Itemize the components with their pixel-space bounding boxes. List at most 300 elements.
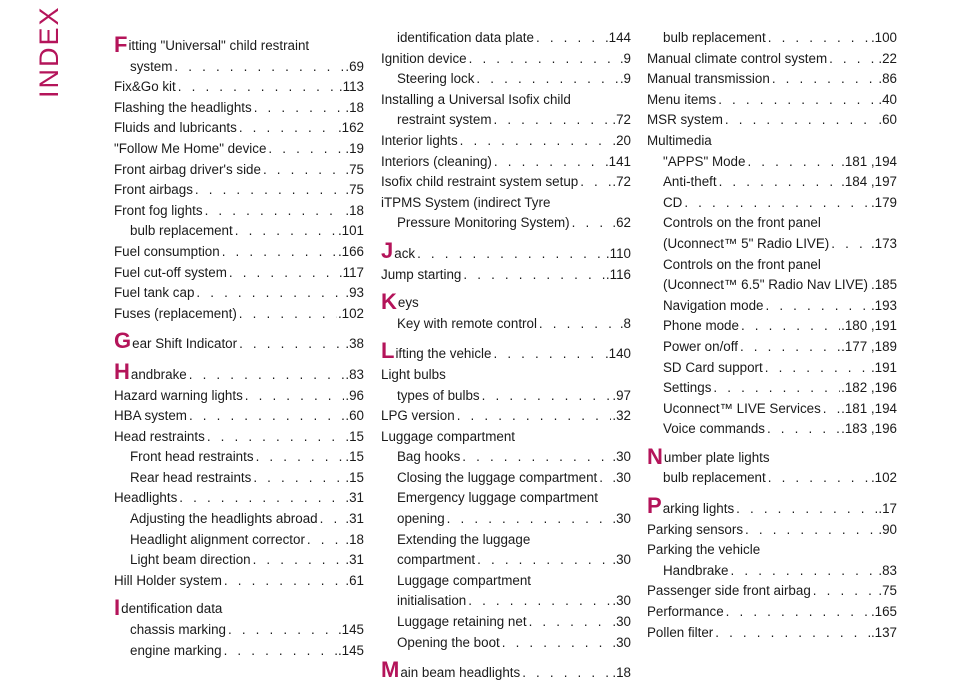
page-number: .30 [612, 593, 631, 609]
term-text: Interiors (cleaning) [381, 153, 492, 169]
index-entry [114, 98, 364, 119]
index-term [381, 90, 631, 111]
index-subterm [114, 509, 364, 530]
index-entry [114, 263, 364, 284]
index-entry [381, 659, 631, 684]
page-number: .30 [612, 449, 631, 465]
index-term [114, 406, 364, 427]
index-entry [114, 77, 364, 98]
term-text: Rear head restraints [130, 469, 252, 485]
page-number: .102 [337, 305, 364, 321]
term-text: Fuel consumption [114, 243, 220, 259]
index-entry [381, 131, 631, 152]
page-number: .30 [612, 634, 631, 650]
page-number: .15 [345, 469, 364, 485]
index-term [647, 520, 897, 541]
index-initial-letter: L [381, 338, 395, 364]
term-text: Headlight alignment corrector [130, 531, 305, 547]
dot-leader [253, 550, 345, 571]
term-text: LPG version [381, 408, 455, 424]
index-subterm [381, 69, 631, 90]
term-text: Light beam direction [130, 552, 251, 568]
page-number: .101 [337, 223, 364, 239]
index-entry [114, 571, 364, 592]
dot-leader [731, 561, 878, 582]
dot-leader [189, 406, 344, 427]
term-text: andbrake [130, 366, 187, 382]
term-text: engine marking [130, 642, 222, 658]
index-subterm [114, 221, 364, 242]
term-text: Opening the boot [397, 634, 500, 650]
page-number: .181 ,194 [841, 153, 897, 169]
dot-leader [482, 386, 612, 407]
index-subterm [114, 447, 364, 468]
page-number: .137 [870, 624, 897, 640]
index-term [114, 263, 364, 284]
index-subterm [647, 296, 897, 317]
term-text: ain beam headlights [400, 665, 521, 681]
dot-leader [256, 447, 345, 468]
page-number: .141 [604, 153, 631, 169]
dot-leader [529, 612, 612, 633]
dot-leader [829, 49, 877, 70]
index-subterm [647, 255, 897, 276]
index-term [114, 98, 364, 119]
dot-leader [447, 509, 612, 530]
index-entry [381, 291, 631, 334]
index-subterm [647, 152, 897, 173]
page-number: .182 ,196 [841, 380, 897, 396]
dot-leader [468, 591, 611, 612]
index-term [381, 28, 631, 49]
index-entry [381, 28, 631, 49]
page-number: .86 [878, 71, 897, 87]
term-text: Phone mode [663, 318, 739, 334]
term-text: bulb replacement [663, 30, 766, 45]
index-term [381, 340, 631, 365]
index-subterm [381, 591, 631, 612]
term-text: Pressure Monitoring System) [397, 215, 570, 231]
index-entry [381, 406, 631, 427]
index-entry [114, 118, 364, 139]
term-text: (Uconnect™ 6.5" Radio Nav LIVE) [663, 277, 868, 293]
term-text: restraint system [397, 112, 492, 128]
dot-leader [460, 131, 612, 152]
index-term [114, 427, 364, 448]
index-term [114, 77, 364, 98]
dot-leader [502, 633, 612, 654]
page-number: .18 [612, 665, 631, 681]
page-number: .30 [612, 469, 631, 485]
page-number: .100 [870, 30, 897, 45]
term-text: Bag hooks [397, 449, 461, 465]
index-term [381, 291, 631, 314]
term-text: (Uconnect™ 5" Radio LIVE) [663, 235, 830, 251]
index-entry [114, 597, 364, 661]
dot-leader [725, 110, 877, 131]
index-subterm [647, 419, 897, 440]
index-entry [114, 180, 364, 201]
index-term [647, 495, 897, 520]
dot-leader [463, 265, 605, 286]
index-term [381, 131, 631, 152]
index-entry [114, 358, 364, 386]
dot-leader [580, 172, 611, 193]
dot-leader [715, 623, 870, 644]
index-term [114, 488, 364, 509]
term-text: Ignition device [381, 50, 467, 66]
dot-leader [222, 242, 337, 263]
index-entry [114, 330, 364, 355]
term-text: Steering lock [397, 71, 475, 87]
page-number: .31 [345, 490, 364, 506]
index-entry [647, 623, 897, 644]
term-text: Anti-theft [663, 174, 717, 190]
dot-leader [179, 488, 344, 509]
term-text: Fluids and lubricants [114, 120, 237, 136]
term-text: itting "Universal" child restraint [128, 38, 310, 53]
index-term [647, 90, 897, 111]
dot-leader [228, 620, 337, 641]
term-text: Manual transmission [647, 71, 770, 87]
index-entry [647, 602, 897, 623]
dot-leader [522, 663, 611, 684]
term-text: Luggage retaining net [397, 614, 527, 630]
page-number: .180 ,191 [841, 318, 897, 334]
page-number: .75 [878, 583, 897, 599]
dot-leader [268, 139, 344, 160]
index-entry [114, 283, 364, 304]
dot-leader [207, 427, 345, 448]
index-subterm [647, 337, 897, 358]
dot-leader [823, 399, 840, 420]
page-number: .60 [878, 112, 897, 128]
page-number: .145 [337, 642, 364, 658]
dot-leader [740, 337, 840, 358]
term-text: Luggage compartment [397, 572, 531, 588]
index-entry [647, 131, 897, 440]
index-entry [647, 110, 897, 131]
term-text: Light bulbs [381, 366, 446, 382]
term-text: compartment [397, 552, 476, 568]
index-term [114, 571, 364, 592]
page-number: .31 [345, 511, 364, 527]
page-number: .30 [612, 614, 631, 630]
term-text: Extending the luggage [397, 531, 531, 547]
dot-leader [536, 28, 604, 49]
term-text: Emergency luggage compartment [397, 490, 598, 506]
dot-leader [726, 602, 870, 623]
dot-leader [741, 316, 840, 337]
index-term [647, 623, 897, 644]
dot-leader [205, 201, 345, 222]
index-term [114, 180, 364, 201]
page-number: .69 [345, 58, 364, 74]
page-number: .96 [345, 387, 364, 403]
page-number: .31 [345, 552, 364, 568]
term-text: iTPMS System (indirect Tyre [381, 194, 551, 210]
page-number: .30 [612, 511, 631, 527]
index-subterm [114, 530, 364, 551]
term-text: Power on/off [663, 338, 738, 354]
dot-leader [417, 244, 605, 265]
page-number: .177 ,189 [841, 338, 897, 354]
dot-leader [539, 314, 619, 335]
index-entry [114, 386, 364, 407]
page-number: .110 [605, 245, 631, 261]
index-term [114, 34, 364, 57]
dot-leader [320, 509, 345, 530]
term-text: "Follow Me Home" device [114, 140, 267, 156]
term-text: Handbrake [663, 562, 729, 578]
page-number: .8 [619, 315, 631, 331]
dot-leader [831, 234, 870, 255]
dot-leader [813, 581, 878, 602]
index-entry [647, 540, 897, 581]
index-entry [647, 49, 897, 70]
index-term [381, 172, 631, 193]
term-text: Voice commands [663, 421, 765, 437]
dot-leader [457, 406, 612, 427]
page-number: .9 [619, 71, 631, 87]
index-entry [381, 265, 631, 286]
index-subterm [114, 550, 364, 571]
index-term [114, 283, 364, 304]
index-subterm [647, 275, 897, 296]
dot-leader [224, 571, 344, 592]
page-number: .162 [337, 120, 364, 136]
index-subterm [647, 193, 897, 214]
index-subterm [114, 620, 364, 641]
index-entry [114, 488, 364, 570]
index-term [114, 597, 364, 620]
term-text: Pollen filter [647, 624, 714, 640]
index-entry [114, 34, 364, 77]
term-text: Front head restraints [130, 449, 254, 465]
index-subterm [647, 561, 897, 582]
page-number: .17 [878, 501, 897, 517]
dot-leader [765, 358, 870, 379]
index-column-1 [114, 28, 364, 661]
term-text: Front fog lights [114, 202, 203, 218]
page-number: .93 [345, 285, 364, 301]
term-text: Parking sensors [647, 521, 744, 537]
dot-leader [768, 468, 870, 489]
index-subterm [647, 378, 897, 399]
term-text: Installing a Universal Isofix child [381, 91, 571, 107]
page-number: .18 [345, 531, 364, 547]
index-subterm [381, 213, 631, 234]
dot-leader [766, 296, 870, 317]
term-text: Headlights [114, 490, 178, 506]
page-number: .75 [345, 161, 364, 177]
index-subterm [381, 386, 631, 407]
page-number: .15 [345, 428, 364, 444]
index-subterm [381, 612, 631, 633]
page-number: .102 [870, 470, 897, 486]
index-term [381, 659, 631, 684]
page-number: .179 [870, 194, 897, 210]
term-text: chassis marking [130, 622, 226, 638]
dot-leader [719, 172, 841, 193]
dot-leader [196, 283, 344, 304]
page-number: .117 [338, 264, 364, 280]
term-text: Hill Holder system [114, 572, 222, 588]
page-number: .61 [345, 572, 364, 588]
index-subterm [381, 530, 631, 551]
dot-leader [224, 641, 337, 662]
term-text: system [130, 58, 173, 74]
index-term [381, 365, 631, 386]
index-initial-letter: P [647, 493, 662, 519]
page-number: .83 [878, 562, 897, 578]
page-number: .83 [345, 366, 364, 382]
page-number: .185 [870, 277, 898, 293]
index-term [647, 49, 897, 70]
index-term [647, 28, 897, 49]
index-subterm [114, 468, 364, 489]
term-text: Manual climate control system [647, 50, 828, 66]
term-text: Passenger side front airbag [647, 583, 811, 599]
term-text: Hazard warning lights [114, 387, 243, 403]
dot-leader [477, 550, 611, 571]
index-entry [114, 139, 364, 160]
index-term [114, 242, 364, 263]
term-text: identification data plate [397, 30, 534, 45]
index-term [381, 49, 631, 70]
term-text: umber plate lights [663, 449, 770, 465]
dot-leader [174, 57, 344, 78]
term-text: "APPS" Mode [663, 153, 746, 169]
index-term [114, 358, 364, 386]
page-number: .140 [604, 346, 631, 362]
dot-leader [493, 344, 603, 365]
page-number: .18 [345, 202, 364, 218]
term-text: Interior lights [381, 132, 458, 148]
page-number: .18 [345, 99, 364, 115]
dot-leader [239, 118, 337, 139]
index-initial-letter: K [381, 289, 397, 315]
index-initial-letter: F [114, 32, 128, 57]
index-entry [114, 201, 364, 242]
page-number: .9 [619, 50, 631, 66]
index-term [647, 443, 897, 469]
page-number: .72 [612, 174, 631, 190]
term-text: Closing the luggage compartment [397, 469, 598, 485]
term-text: eys [397, 295, 419, 311]
term-text: HBA system [114, 408, 187, 424]
index-initial-letter: H [114, 358, 130, 384]
index-entry [114, 406, 364, 427]
term-text: MSR system [647, 112, 723, 128]
term-text: SD Card support [663, 359, 763, 375]
index-subterm [647, 468, 897, 489]
index-initial-letter: N [647, 443, 663, 469]
term-text: Navigation mode [663, 297, 764, 313]
term-text: Menu items [647, 91, 717, 107]
index-initial-letter: G [114, 328, 132, 354]
term-text: Isofix child restraint system setup [381, 174, 579, 190]
index-entry [381, 193, 631, 234]
index-entry [381, 340, 631, 365]
page-number: .60 [345, 408, 364, 424]
page-number: .62 [612, 215, 631, 231]
index-term [647, 131, 897, 152]
index-subterm [647, 399, 897, 420]
term-text: ack [394, 245, 416, 261]
dot-leader [307, 530, 344, 551]
dot-leader [189, 365, 345, 386]
index-entry [647, 443, 897, 489]
term-text: Fuses (replacement) [114, 305, 237, 321]
index-column-3 [647, 28, 897, 643]
index-entry [647, 520, 897, 541]
index-term [381, 427, 631, 448]
term-text: initialisation [397, 593, 467, 609]
index-term [381, 237, 631, 265]
index-entry [381, 427, 631, 654]
page-number: .19 [345, 140, 364, 156]
term-text: Flashing the headlights [114, 99, 252, 115]
dot-leader [599, 468, 611, 489]
index-column-2 [381, 28, 631, 684]
index-entry [114, 304, 364, 325]
dot-leader [229, 263, 338, 284]
dot-leader [239, 334, 344, 355]
term-text: bulb replacement [663, 470, 766, 486]
index-term [114, 160, 364, 181]
dot-leader [195, 180, 344, 201]
dot-leader [768, 28, 870, 49]
term-text: Jump starting [381, 266, 462, 282]
page-number: .173 [870, 235, 897, 251]
term-text: Performance [647, 604, 724, 620]
page-number: .181 ,194 [841, 400, 897, 416]
index-term [647, 110, 897, 131]
index-entry [647, 581, 897, 602]
index-entry [114, 242, 364, 263]
term-text: Controls on the front panel [663, 215, 821, 231]
term-text: bulb replacement [130, 223, 233, 239]
dot-leader [239, 304, 337, 325]
index-subterm [647, 213, 897, 234]
term-text: Head restraints [114, 428, 205, 444]
index-term [381, 152, 631, 173]
term-text: Key with remote control [397, 315, 537, 331]
page-number: .22 [878, 50, 897, 66]
index-entry [114, 427, 364, 489]
index-entry [647, 90, 897, 111]
index-subterm [381, 488, 631, 509]
index-initial-letter: J [381, 237, 394, 263]
term-text: Fuel cut-off system [114, 264, 227, 280]
index-subterm [381, 447, 631, 468]
index-entry [647, 495, 897, 520]
index-entry [647, 28, 897, 49]
term-text: Fuel tank cap [114, 285, 195, 301]
index-subterm [381, 468, 631, 489]
dot-leader [494, 152, 604, 173]
index-subterm [381, 110, 631, 131]
index-entry [381, 237, 631, 265]
dot-leader [747, 152, 840, 173]
index-term [647, 69, 897, 90]
page-number: .145 [337, 622, 364, 638]
page-number: .30 [612, 552, 631, 568]
index-subterm [381, 633, 631, 654]
index-term [114, 330, 364, 355]
term-text: ifting the vehicle [395, 346, 492, 362]
